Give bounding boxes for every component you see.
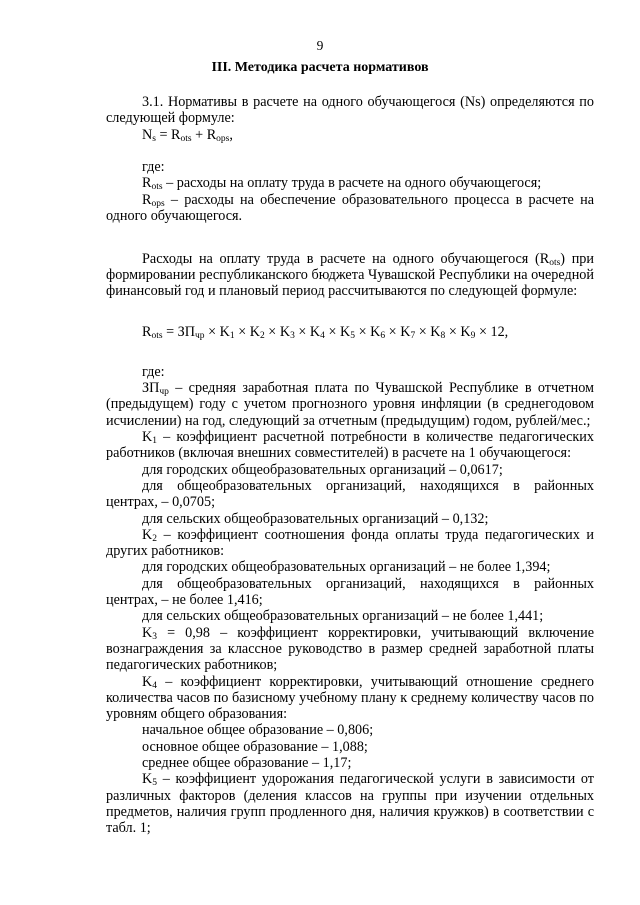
k4-item-basic: основное общее образование – 1,088;	[142, 738, 368, 755]
definition-rops: $R_{ops}$ – расходы на обеспечение образовательного процесса в расчете на одного обучающегося.	[106, 191, 594, 225]
k1-item-urban: для городских общеобразовательных организаций – 0,0617;	[142, 461, 503, 478]
paragraph-3-1: 3.1. Нормативы в расчете на одного обучающегося (Ns) определяются по следующей формуле:	[106, 94, 594, 127]
definition-k1: $K_1$ – коэффициент расчетной потребности в количестве педагогических работников (включая внешних совместителей) в расчете на 1 обучающегося:	[106, 429, 594, 462]
k4-item-primary: начальное общее образование – 0,806;	[142, 722, 374, 739]
k2-item-district: для общеобразовательных организаций, находящихся в районных центрах, – не более 1,416;	[106, 575, 594, 609]
definition-k5: $K_5$ – коэффициент удорожания педагогической услуги в зависимости от различных факторов (деления классов на группы при изучении отдельных предметов, наличия групп продленного дня, наличия кружков) в соответствии с табл. 1;	[106, 771, 594, 837]
paragraph-rots-formula-intro: Расходы на оплату труда в расчете на одного обучающегося $(R_{ots})$ при формировании республиканского бюджета Чувашской Республики на очередной финансовый год и плановый период рассчитываются по следующей формуле:	[106, 250, 594, 300]
formula-rots: $R_{ots} = ЗП_{чр} \times K_1 \times K_2 \times K_3 \times K_4 \times K_5 \times K_6 \times K_7 \times K_8 \times K_9 \times 12$,	[142, 323, 509, 341]
page-number: 9	[316, 38, 324, 53]
definition-k3: $K_3 = 0,98$ – коэффициент корректировки, учитывающий включение вознаграждения за классное руководство в размер средней заработной платы педагогических работников;	[106, 624, 594, 674]
definition-rots: $R_{ots}$ – расходы на оплату труда в расчете на одного обучающегося;	[142, 175, 542, 193]
where-label: где:	[142, 159, 165, 176]
k1-item-district: для общеобразовательных организаций, находящихся в районных центрах, – 0,0705;	[106, 477, 594, 511]
k2-item-rural: для сельских общеобразовательных организаций – не более 1,441;	[142, 608, 544, 625]
section-heading: III. Методика расчета нормативов	[211, 60, 429, 75]
document-body	[106, 94, 594, 836]
formula-ns: $N_s = R_{ots} + R_{ops}$,	[142, 126, 233, 144]
k4-item-secondary: среднее общее образование – 1,17;	[142, 754, 352, 771]
k1-item-rural: для сельских общеобразовательных организаций – 0,132;	[142, 510, 489, 527]
definition-zp: $ЗП_{чр}$ – средняя заработная плата по Чувашской Республике в отчетном (предыдущем) году с учетом прогнозного уровня инфляции (в среднегодовом исчислении) на год, следующий за отчетным (предыдущим) годом, рублей/мес.;	[106, 380, 594, 429]
where-label-2: где:	[142, 363, 165, 380]
definition-k4: $K_4$ – коэффициент корректировки, учитывающий отношение среднего количества часов по базисному учебному плану к среднему количеству часов по уровням общего образования:	[106, 673, 594, 723]
definition-k2: $K_2$ – коэффициент соотношения фонда оплаты труда педагогических и других работников:	[106, 526, 594, 560]
k2-item-urban: для городских общеобразовательных организаций – не более 1,394;	[142, 559, 551, 576]
